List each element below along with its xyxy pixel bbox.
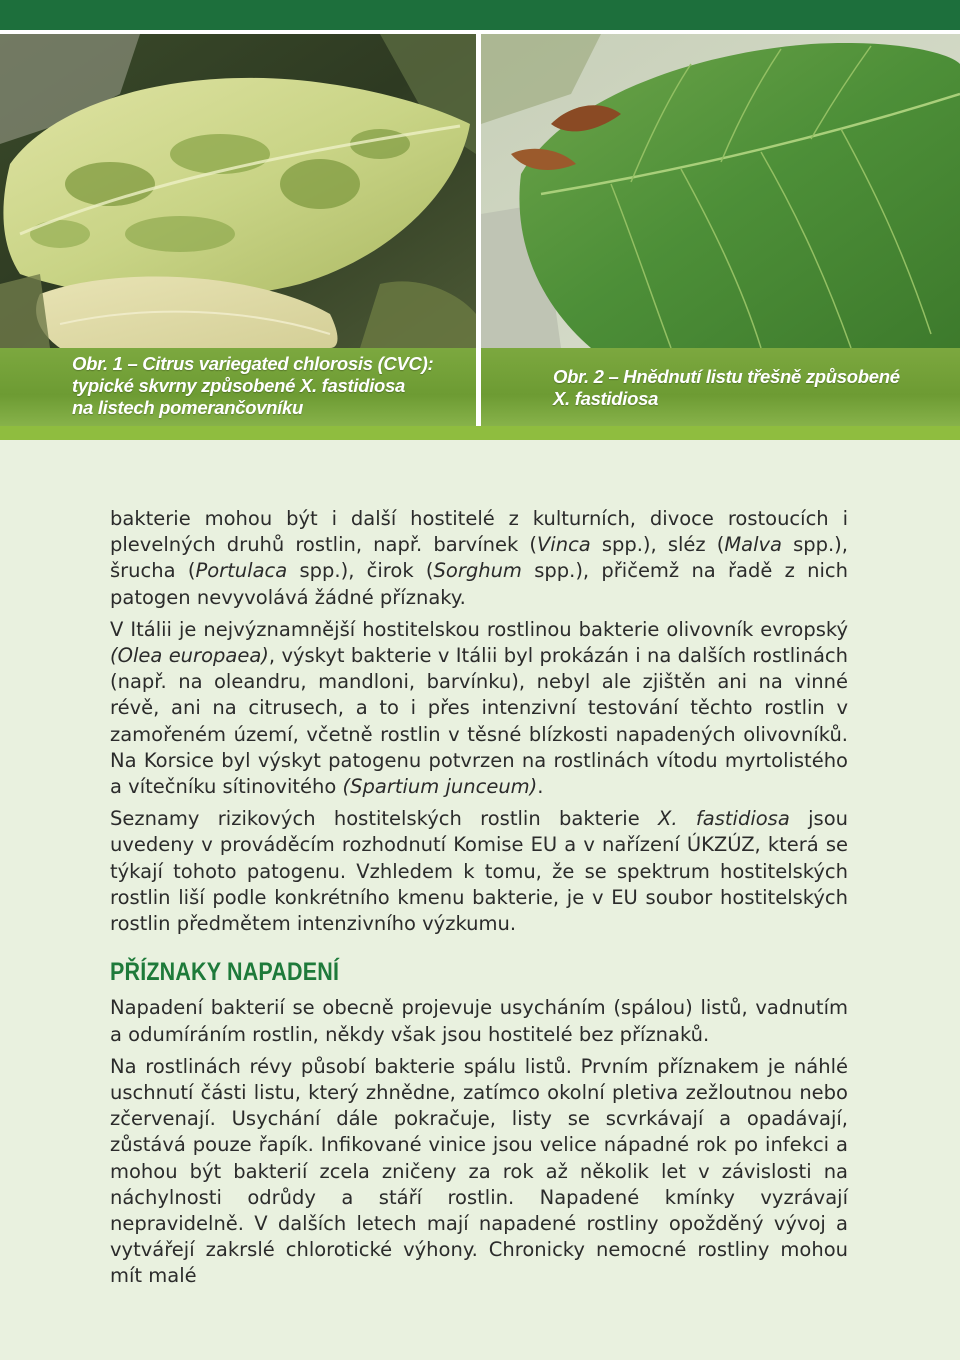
figure-1-caption	[72, 353, 472, 419]
caption-line: na listech pomerančovníku	[72, 397, 304, 418]
caption-line: typické skvrny způsobené X. fastidiosa	[72, 375, 406, 396]
section-heading-symptoms: PŘÍZNAKY NAPADENÍ	[110, 958, 340, 987]
paragraph-host-lists: Seznamy rizikových hostitelských rostlin bakterie X. fastidiosa jsou uvedeny v prováděcím rozhodnutí Komise EU a v nařízení ÚKZÚZ, která se týkají tohoto patogenu. Vzhledem k tomu, že se spektrum hostitelských rostlin liší podle konkrétního kmenu bakterie, je v EU soubor hostitelských rostlin předmětem intenzivního výzkumu.	[110, 807, 848, 936]
paragraph-symptoms-general: Napadení bakterií se obecně projevuje usycháním (spálou) listů, vadnutím a odumíráním rostlin, někdy však jsou hostitelé bez příznaků.	[110, 996, 848, 1046]
caption-line: Obr. 2 – Hnědnutí listu třešně způsobené	[553, 366, 900, 387]
caption-line: X. fastidiosa	[553, 388, 659, 409]
citrus-leaf-image	[0, 34, 476, 348]
caption-line: Obr. 1 – Citrus variegated chlorosis (CVC):	[72, 353, 434, 374]
paragraph-hosts: bakterie mohou být i další hostitelé z kulturních, divoce rostoucích i plevelných druhů rostlin, např. barvínek (Vinca spp.), sléz (Malva spp.), šrucha (Portulaca spp.), čirok (Sorghum spp.), přičemž na řadě z nich patogen nevyvolává žádné příznaky.	[110, 507, 849, 609]
figure-2-photo	[481, 34, 960, 348]
cherry-leaf-image	[481, 34, 960, 348]
top-color-bar	[0, 0, 960, 30]
figure-2-caption	[553, 366, 953, 410]
caption-underline-bar	[0, 426, 960, 440]
article-body	[110, 506, 848, 1296]
paragraph-symptoms-grapevine: Na rostlinách révy působí bakterie spálu listů. Prvním příznakem je náhlé uschnutí části listu, který zhnědne, zatímco okolní pletiva zežloutnou nebo zčervenají. Usychání dále pokračuje, listy se scvrkávají a opadávají, zůstává pouze řapík. Infikované vinice jsou velice nápadné rok po infekci a mohou být bakterií zcela zničeny za rok až několik let v závislosti na náchylnosti odrůdy a stáří rostlin. Napadené kmínky vyzrávají nepravidelně. V dalších letech mají napadené rostliny opožděný vývoj a vytvářejí zakrslé chlorotické výhony. Chronicky nemocné rostliny mohou mít malé	[110, 1054, 848, 1288]
figure-1-photo	[0, 34, 476, 348]
paragraph-italy: V Itálii je nejvýznamnější hostitelskou rostlinou bakterie olivovník evropský (Olea europaea), výskyt bakterie v Itálii byl prokázán i na dalších rostlinách (např. na oleandru, mandloni, barvínku), nebyl ale zjištěn ani na vinné révě, ani na citrusech, a to i přes intenzivní testování těchto rostlin v zamořeném území, včetně rostlin v těsné blízkosti napadených olivovníků. Na Korsice byl výskyt patogenu potvrzen na rostlinách vítodu myrtolistého a vítečníku sítinovitého (Spartium junceum).	[110, 617, 848, 799]
